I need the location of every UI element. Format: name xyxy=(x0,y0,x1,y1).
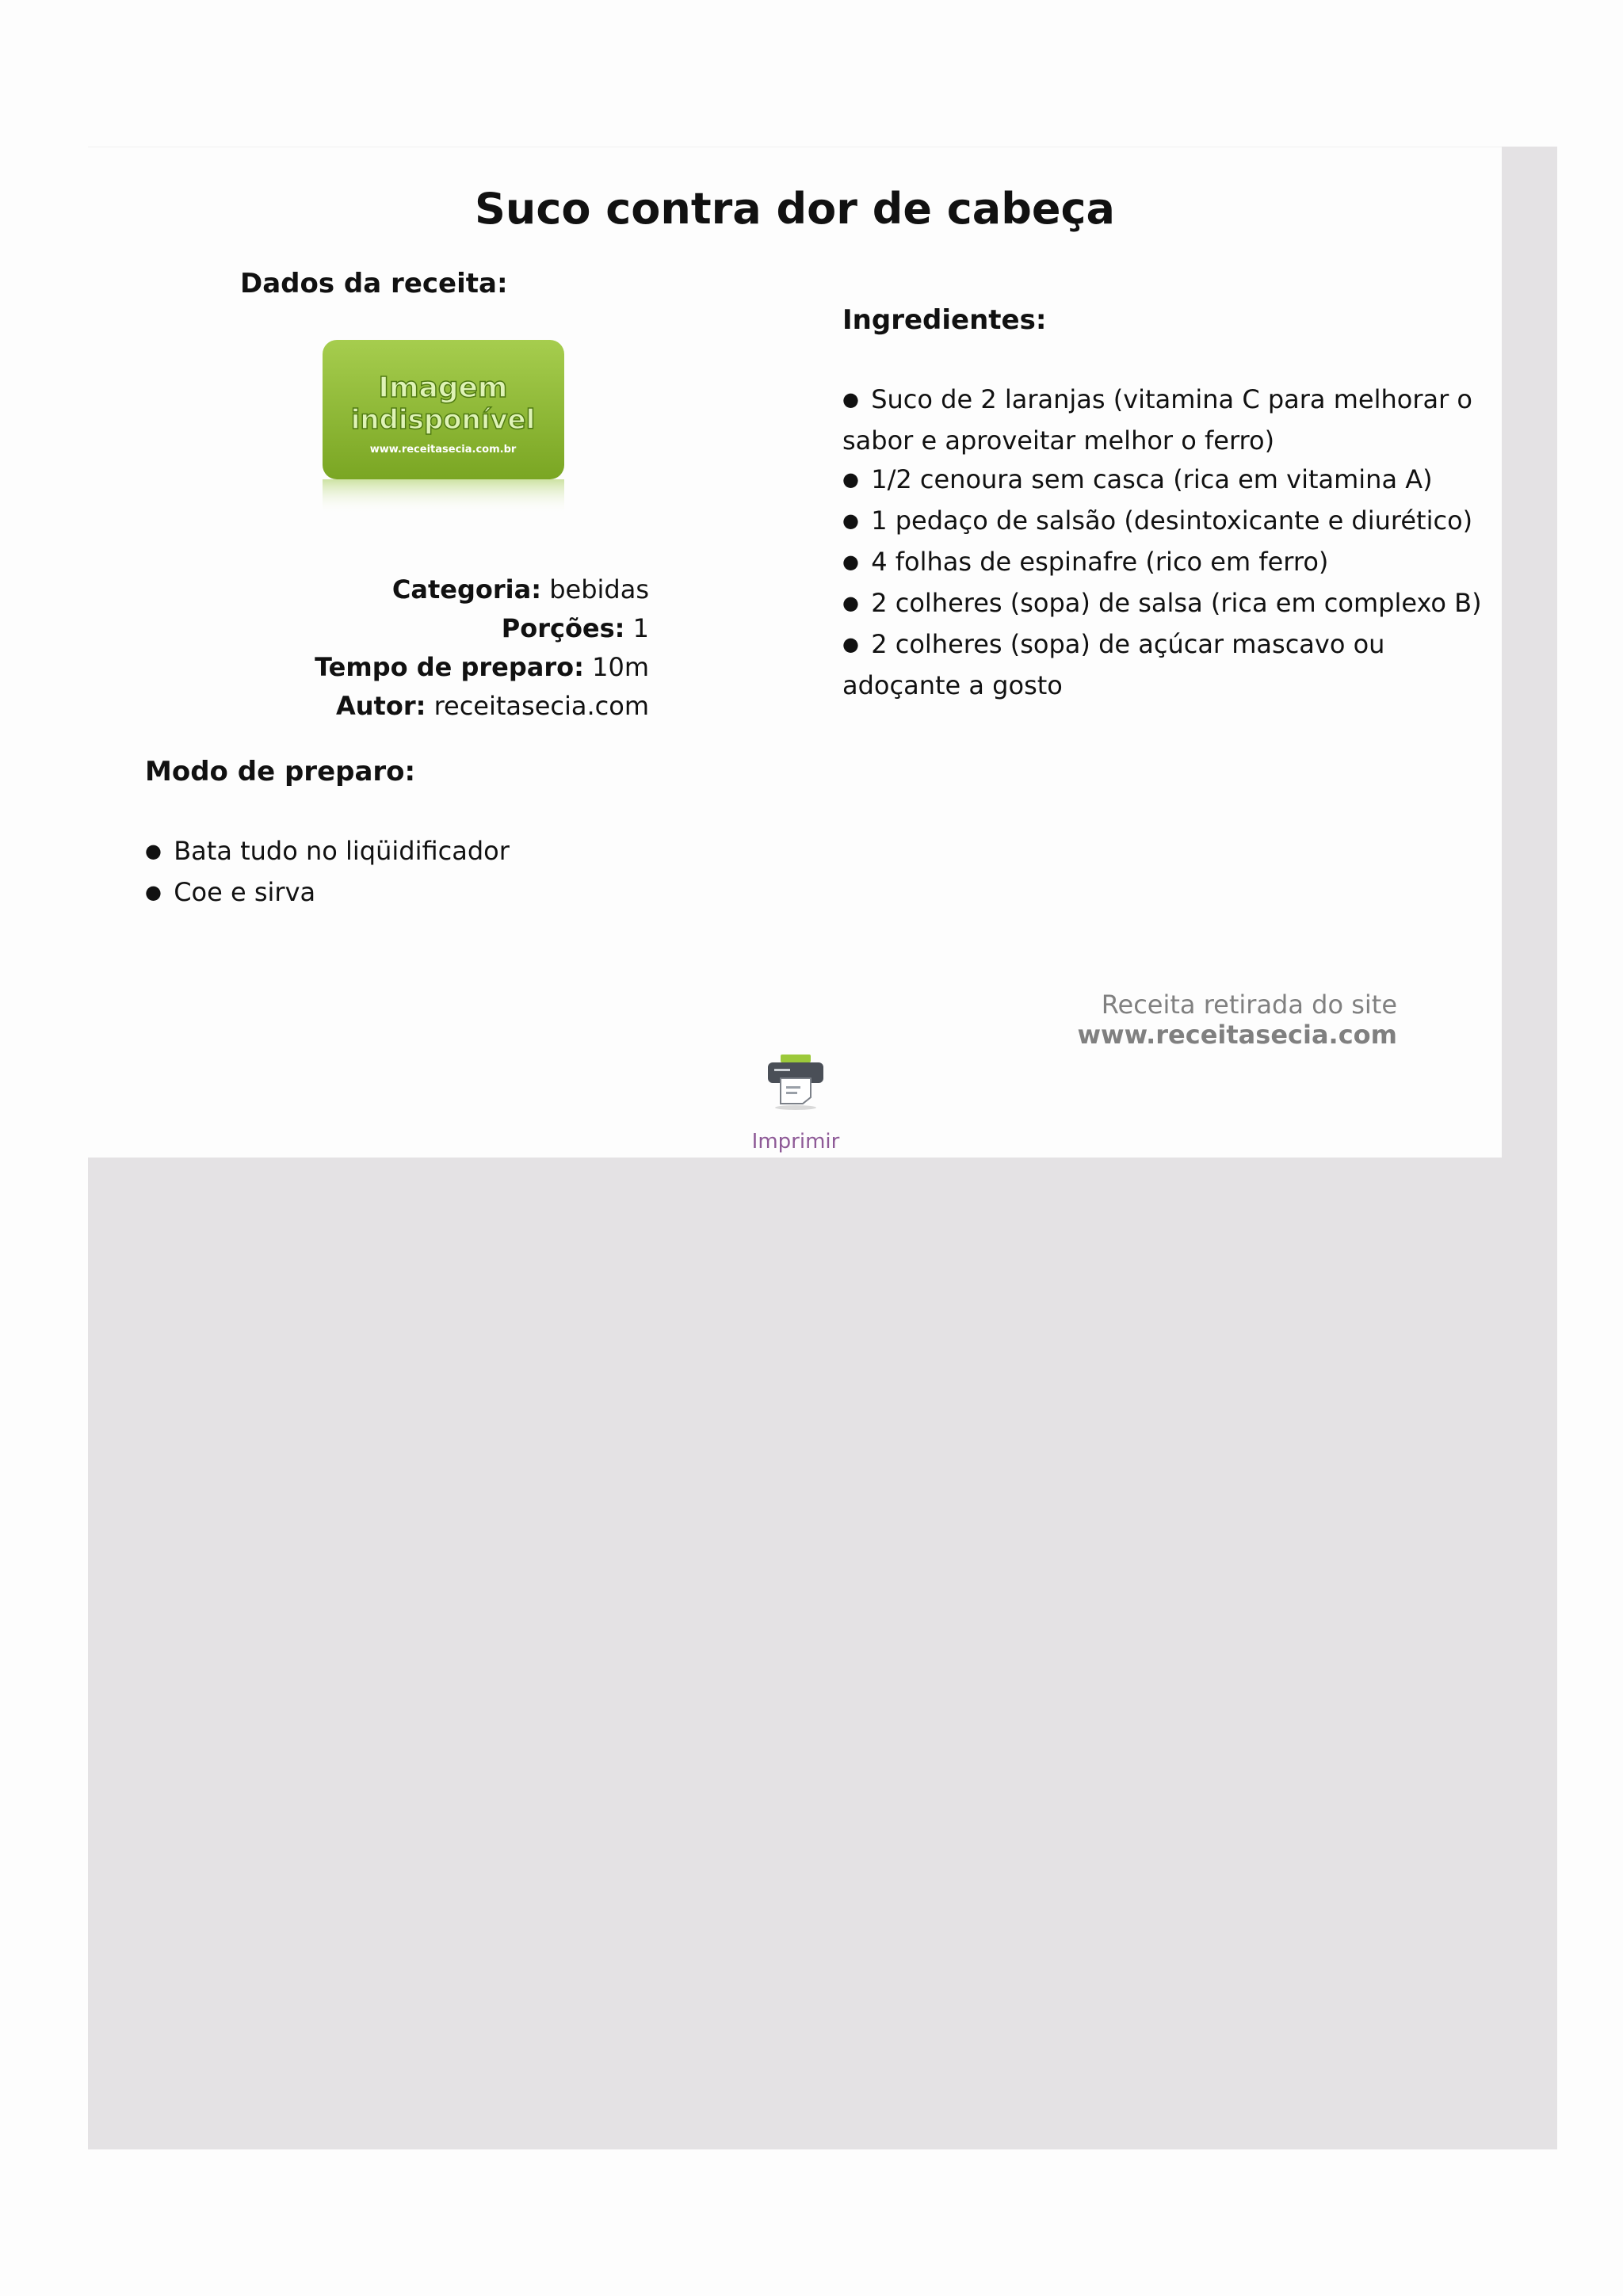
printer-icon[interactable] xyxy=(766,1055,825,1110)
steps-heading: Modo de preparo: xyxy=(145,756,416,788)
recipe-meta xyxy=(207,570,649,726)
meta-time: Tempo de preparo: 10m xyxy=(315,652,649,682)
list-item: ● 1/2 cenoura sem casca (rica em vitamina A) xyxy=(842,460,1492,502)
list-item: ● 2 colheres (sopa) de açúcar mascavo ou adoçante a gosto xyxy=(842,625,1492,705)
list-item: ● 1 pedaço de salsão (desintoxicante e diurético) xyxy=(842,502,1492,543)
recipe-data-heading: Dados da receita: xyxy=(240,268,508,299)
steps-list xyxy=(145,832,858,914)
print-link[interactable]: Imprimir xyxy=(751,1130,840,1154)
ingredients-list xyxy=(842,380,1492,705)
meta-category: Categoria: bebidas xyxy=(391,574,649,605)
list-item: ● Bata tudo no liqüidificador xyxy=(145,832,858,873)
recipe-image xyxy=(323,340,564,514)
image-text-line2: indisponível xyxy=(350,404,536,436)
ingredients-heading: Ingredientes: xyxy=(842,304,1047,336)
image-text-line1: Imagem xyxy=(378,372,508,404)
meta-portions: Porções: 1 xyxy=(501,613,649,643)
image-text-site: www.receitasecia.com.br xyxy=(369,444,517,456)
list-item: ● 2 colheres (sopa) de salsa (rica em complexo B) xyxy=(842,584,1492,625)
list-item: ● 4 folhas de espinafre (rico em ferro) xyxy=(842,543,1492,584)
recipe-card xyxy=(88,147,1502,1158)
meta-author: Autor: receitasecia.com xyxy=(335,691,649,721)
list-item: ● Suco de 2 laranjas (vitamina C para melhorar o sabor e aproveitar melhor o ferro) xyxy=(842,380,1492,460)
page-title: Suco contra dor de cabeça xyxy=(475,184,1115,234)
source-credit: Receita retirada do site www.receitasecia.com xyxy=(1077,990,1397,1050)
list-item: ● Coe e sirva xyxy=(145,873,858,914)
source-site-link: www.receitasecia.com xyxy=(1077,1020,1397,1050)
